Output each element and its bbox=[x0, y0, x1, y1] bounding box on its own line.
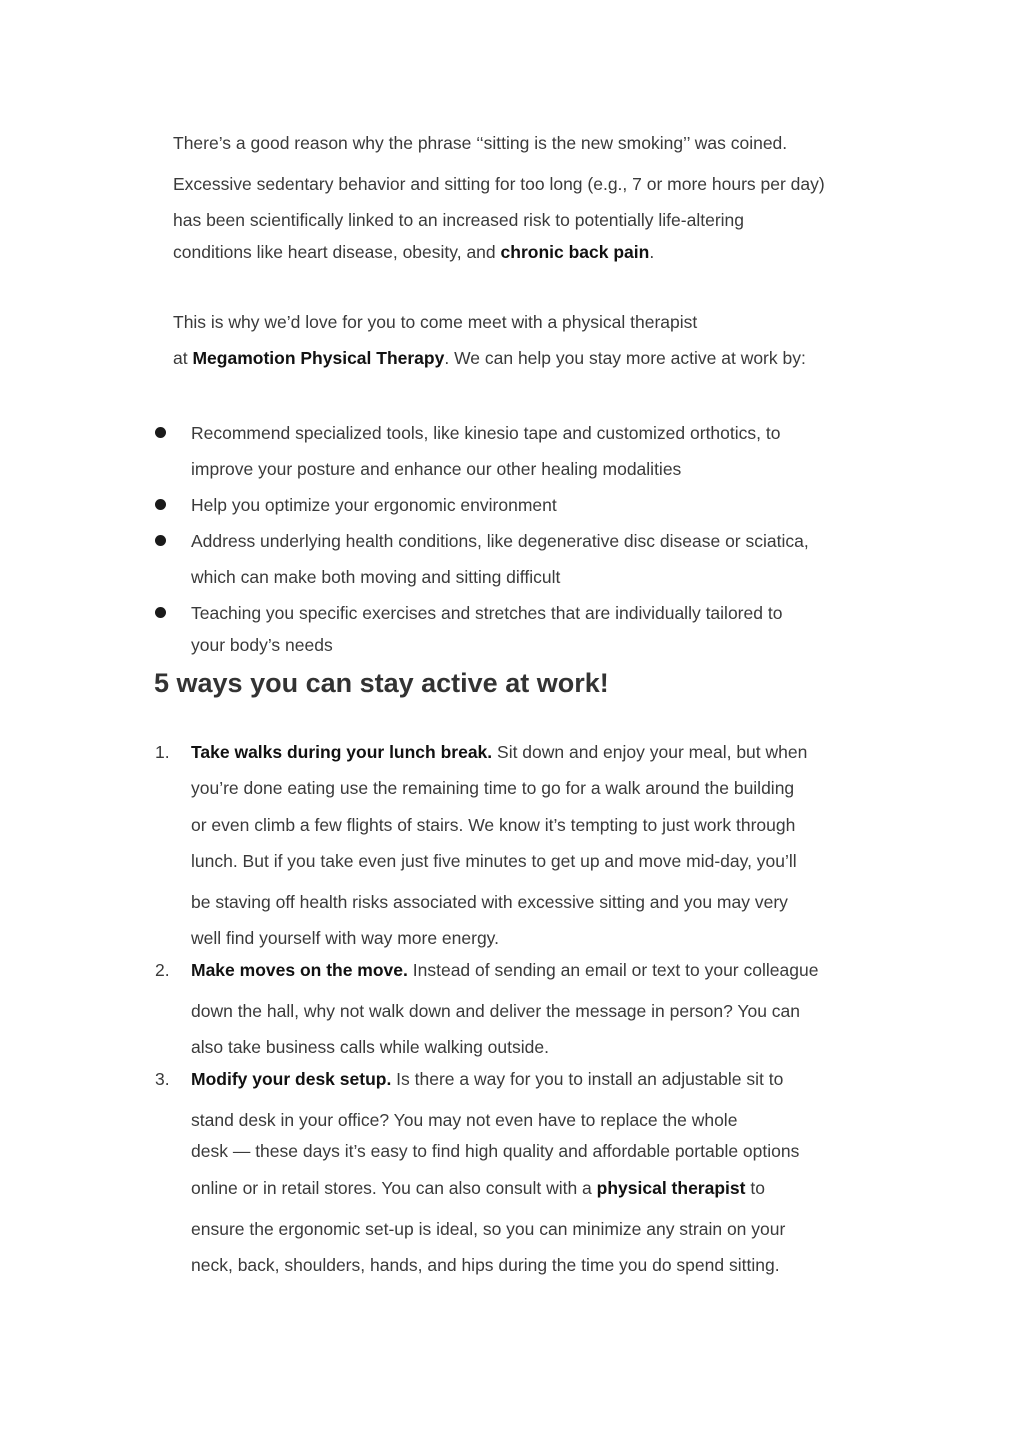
intro-line: Excessive sedentary behavior and sitting for too long (e.g., 7 or more hours per day) bbox=[173, 174, 825, 194]
intro-text: . We can help you stay more active at work by: bbox=[444, 348, 806, 368]
intro-line: There’s a good reason why the phrase ‘‘sitting is the new smoking’’ was coined. bbox=[173, 133, 788, 153]
step-text: to bbox=[745, 1178, 765, 1198]
step-text: online or in retail stores. You can also consult with a bbox=[191, 1178, 597, 1198]
bullet-item-line: Address underlying health conditions, like degenerative disc disease or sciatica, bbox=[191, 531, 809, 551]
bullet-item-line: which can make both moving and sitting difficult bbox=[191, 567, 561, 587]
step-line bbox=[191, 1068, 783, 1090]
step-text: Instead of sending an email or text to your colleague bbox=[407, 960, 819, 980]
step-title: Take walks during your lunch break. bbox=[191, 742, 493, 762]
bullet-item-line: Teaching you specific exercises and stretches that are individually tailored to bbox=[191, 603, 783, 623]
step-line: lunch. But if you take even just five minutes to get up and move mid-day, you’ll bbox=[191, 851, 797, 871]
intro-line bbox=[173, 347, 806, 369]
clinic-name-link[interactable]: Megamotion Physical Therapy bbox=[192, 348, 445, 368]
chronic-back-pain-link[interactable]: chronic back pain bbox=[500, 242, 650, 262]
step-number: 1. bbox=[155, 742, 170, 762]
step-title: Modify your desk setup. bbox=[191, 1069, 392, 1089]
bullet-icon bbox=[155, 499, 166, 510]
step-line: also take business calls while walking outside. bbox=[191, 1037, 549, 1057]
bullet-icon bbox=[155, 607, 166, 618]
bullet-item-line: your body’s needs bbox=[191, 635, 333, 655]
step-line: well find yourself with way more energy. bbox=[191, 928, 499, 948]
step-line: neck, back, shoulders, hands, and hips during the time you do spend sitting. bbox=[191, 1255, 780, 1275]
step-text: Sit down and enjoy your meal, but when bbox=[492, 742, 808, 762]
physical-therapist-link[interactable]: physical therapist bbox=[596, 1178, 746, 1198]
step-line: ensure the ergonomic set-up is ideal, so you can minimize any strain on your bbox=[191, 1219, 786, 1239]
step-title: Make moves on the move. bbox=[191, 960, 408, 980]
step-line bbox=[191, 741, 807, 763]
step-line bbox=[191, 1177, 765, 1199]
intro-text: . bbox=[649, 242, 655, 262]
bullet-icon bbox=[155, 427, 166, 438]
step-line: be staving off health risks associated with excessive sitting and you may very bbox=[191, 892, 788, 912]
step-number: 2. bbox=[155, 960, 170, 980]
intro-line bbox=[173, 241, 654, 263]
step-line: down the hall, why not walk down and deliver the message in person? You can bbox=[191, 1001, 801, 1021]
step-line: stand desk in your office? You may not even have to replace the whole bbox=[191, 1110, 738, 1130]
step-number: 3. bbox=[155, 1069, 170, 1089]
intro-line: has been scientifically linked to an increased risk to potentially life-altering bbox=[173, 210, 744, 230]
step-line bbox=[191, 959, 818, 981]
step-line: desk — these days it’s easy to find high quality and affordable portable options bbox=[191, 1141, 800, 1161]
step-line: you’re done eating use the remaining time to go for a walk around the building bbox=[191, 778, 795, 798]
bullet-item-line: Recommend specialized tools, like kinesio tape and customized orthotics, to bbox=[191, 423, 781, 443]
intro-text: at bbox=[173, 348, 193, 368]
intro-text: conditions like heart disease, obesity, and bbox=[173, 242, 501, 262]
section-heading: 5 ways you can stay active at work! bbox=[154, 668, 609, 698]
bullet-item-line: improve your posture and enhance our other healing modalities bbox=[191, 459, 682, 479]
bullet-item-line: Help you optimize your ergonomic environment bbox=[191, 495, 557, 515]
bullet-icon bbox=[155, 535, 166, 546]
step-text: Is there a way for you to install an adjustable sit to bbox=[391, 1069, 784, 1089]
step-line: or even climb a few flights of stairs. We know it’s tempting to just work through bbox=[191, 815, 796, 835]
intro-line: This is why we’d love for you to come meet with a physical therapist bbox=[173, 312, 698, 332]
